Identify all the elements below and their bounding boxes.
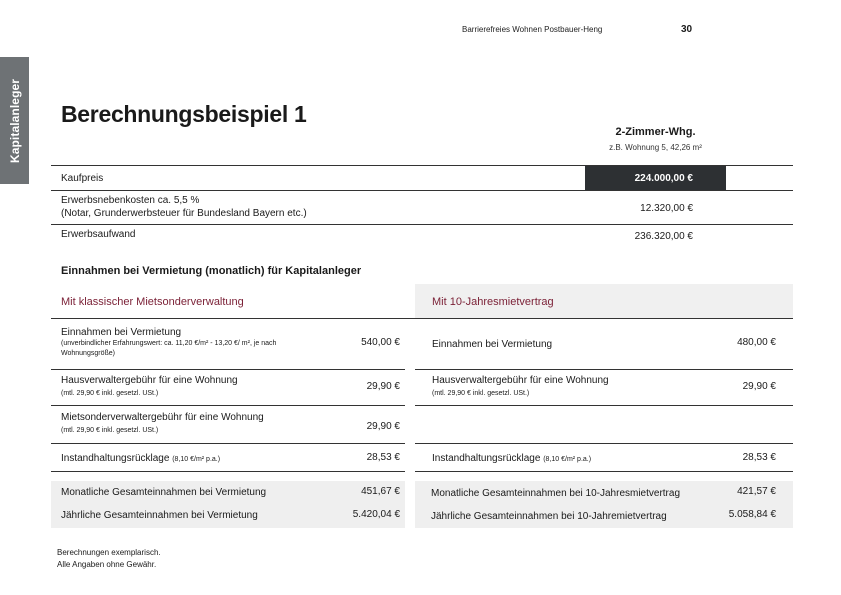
left-hv-note: (mtl. 29,90 € inkl. gesetzl. USt.) (61, 390, 159, 397)
kaufpreis-highlight (585, 166, 726, 190)
left-ir-label: Instandhaltungsrücklage (8,10 €/m² p.a.) (61, 453, 221, 464)
left-msv-value: 29,90 € (366, 421, 400, 432)
divider (415, 471, 793, 472)
right-ir-note: (8,10 €/m² p.a.) (543, 456, 592, 463)
side-tab (0, 57, 29, 184)
left-yearly-value: 5.420,04 € (352, 509, 400, 520)
footnote-line-1: Berechnungen exemplarisch. (57, 548, 161, 557)
left-ir-value: 28,53 € (366, 452, 400, 463)
divider (415, 405, 793, 406)
divider (51, 224, 793, 225)
right-hv-value: 29,90 € (742, 381, 776, 392)
nebenkosten-note: (Notar, Grunderwerbsteuer für Bundesland Bayern etc.) (61, 208, 307, 219)
right-ir-label: Instandhaltungsrücklage (8,10 €/m² p.a.) (432, 453, 592, 464)
divider (415, 369, 793, 370)
apartment-subtitle: z.B. Wohnung 5, 42,26 m² (609, 143, 702, 152)
right-einnahmen-value: 480,00 € (737, 337, 776, 348)
divider (51, 369, 405, 370)
right-monthly-label: Monatliche Gesamteinnahmen bei 10-Jahresmietvertrag (431, 488, 681, 499)
aufwand-label: Erwerbsaufwand (61, 229, 136, 240)
right-yearly-label: Jährliche Gesamteinnahmen bei 10-Jahremietvertrag (431, 511, 667, 522)
right-ir-value: 28,53 € (742, 452, 776, 463)
left-ir-note: (8,10 €/m² p.a.) (172, 456, 221, 463)
page-number: 30 (681, 24, 693, 35)
nebenkosten-label: Erwerbsnebenkosten ca. 5,5 % (61, 195, 200, 206)
left-einnahmen-note: (unverbindlicher Erfahrungswert: ca. 11,20 €/m² - 13,20 €/ m², je nach Wohnungsgröße) (61, 340, 277, 357)
left-yearly-label: Jährliche Gesamteinnahmen bei Vermietung (61, 510, 258, 521)
divider (51, 405, 405, 406)
right-hv-note: (mtl. 29,90 € inkl. gesetzl. USt.) (432, 390, 530, 397)
apartment-title: 2-Zimmer-Whg. (615, 126, 696, 138)
kaufpreis-value: 224.000,00 € (634, 173, 693, 184)
left-column-heading: Mit klassischer Mietsonderverwaltung (61, 296, 244, 308)
kaufpreis-label: Kaufpreis (61, 173, 104, 184)
right-column-heading: Mit 10-Jahresmietvertrag (432, 296, 554, 308)
right-monthly-value: 421,57 € (737, 486, 776, 497)
document-header-title: Barrierefreies Wohnen Postbauer-Heng (462, 25, 603, 34)
right-hv-label: Hausverwaltergebühr für eine Wohnung (mtl. 29,90 € inkl. gesetzl. USt.) (432, 375, 609, 397)
side-tab-label: Kapitalanleger (7, 78, 22, 163)
aufwand-value: 236.320,00 € (634, 231, 693, 242)
divider (51, 443, 405, 444)
footnote-line-2: Alle Angaben ohne Gewähr. (57, 560, 157, 569)
divider (51, 190, 793, 191)
left-monthly-label: Monatliche Gesamteinnahmen bei Vermietung (61, 487, 267, 498)
footnote (57, 547, 161, 571)
left-monthly-value: 451,67 € (361, 486, 400, 497)
right-einnahmen-label: Einnahmen bei Vermietung (432, 339, 553, 350)
income-section-title: Einnahmen bei Vermietung (monatlich) für Kapitalanleger (61, 265, 362, 277)
nebenkosten-value: 12.320,00 € (640, 203, 693, 214)
left-hv-label: Hausverwaltergebühr für eine Wohnung (mtl. 29,90 € inkl. gesetzl. USt.) (61, 375, 238, 397)
divider (51, 471, 405, 472)
divider (415, 443, 793, 444)
page-title: Berechnungsbeispiel 1 (61, 101, 307, 127)
left-einnahmen-label: Einnahmen bei Vermietung (unverbindlicher Erfahrungswert: ca. 11,20 €/m² - 13,20 €/ m², je nach Wohnungsgröße) (61, 326, 311, 359)
left-hv-value: 29,90 € (366, 381, 400, 392)
left-msv-label: Mietsonderverwaltergebühr für eine Wohnung (mtl. 29,90 € inkl. gesetzl. USt.) (61, 412, 264, 434)
right-yearly-value: 5.058,84 € (728, 509, 776, 520)
divider (51, 318, 793, 319)
left-einnahmen-value: 540,00 € (361, 337, 400, 348)
left-msv-note: (mtl. 29,90 € inkl. gesetzl. USt.) (61, 427, 159, 434)
